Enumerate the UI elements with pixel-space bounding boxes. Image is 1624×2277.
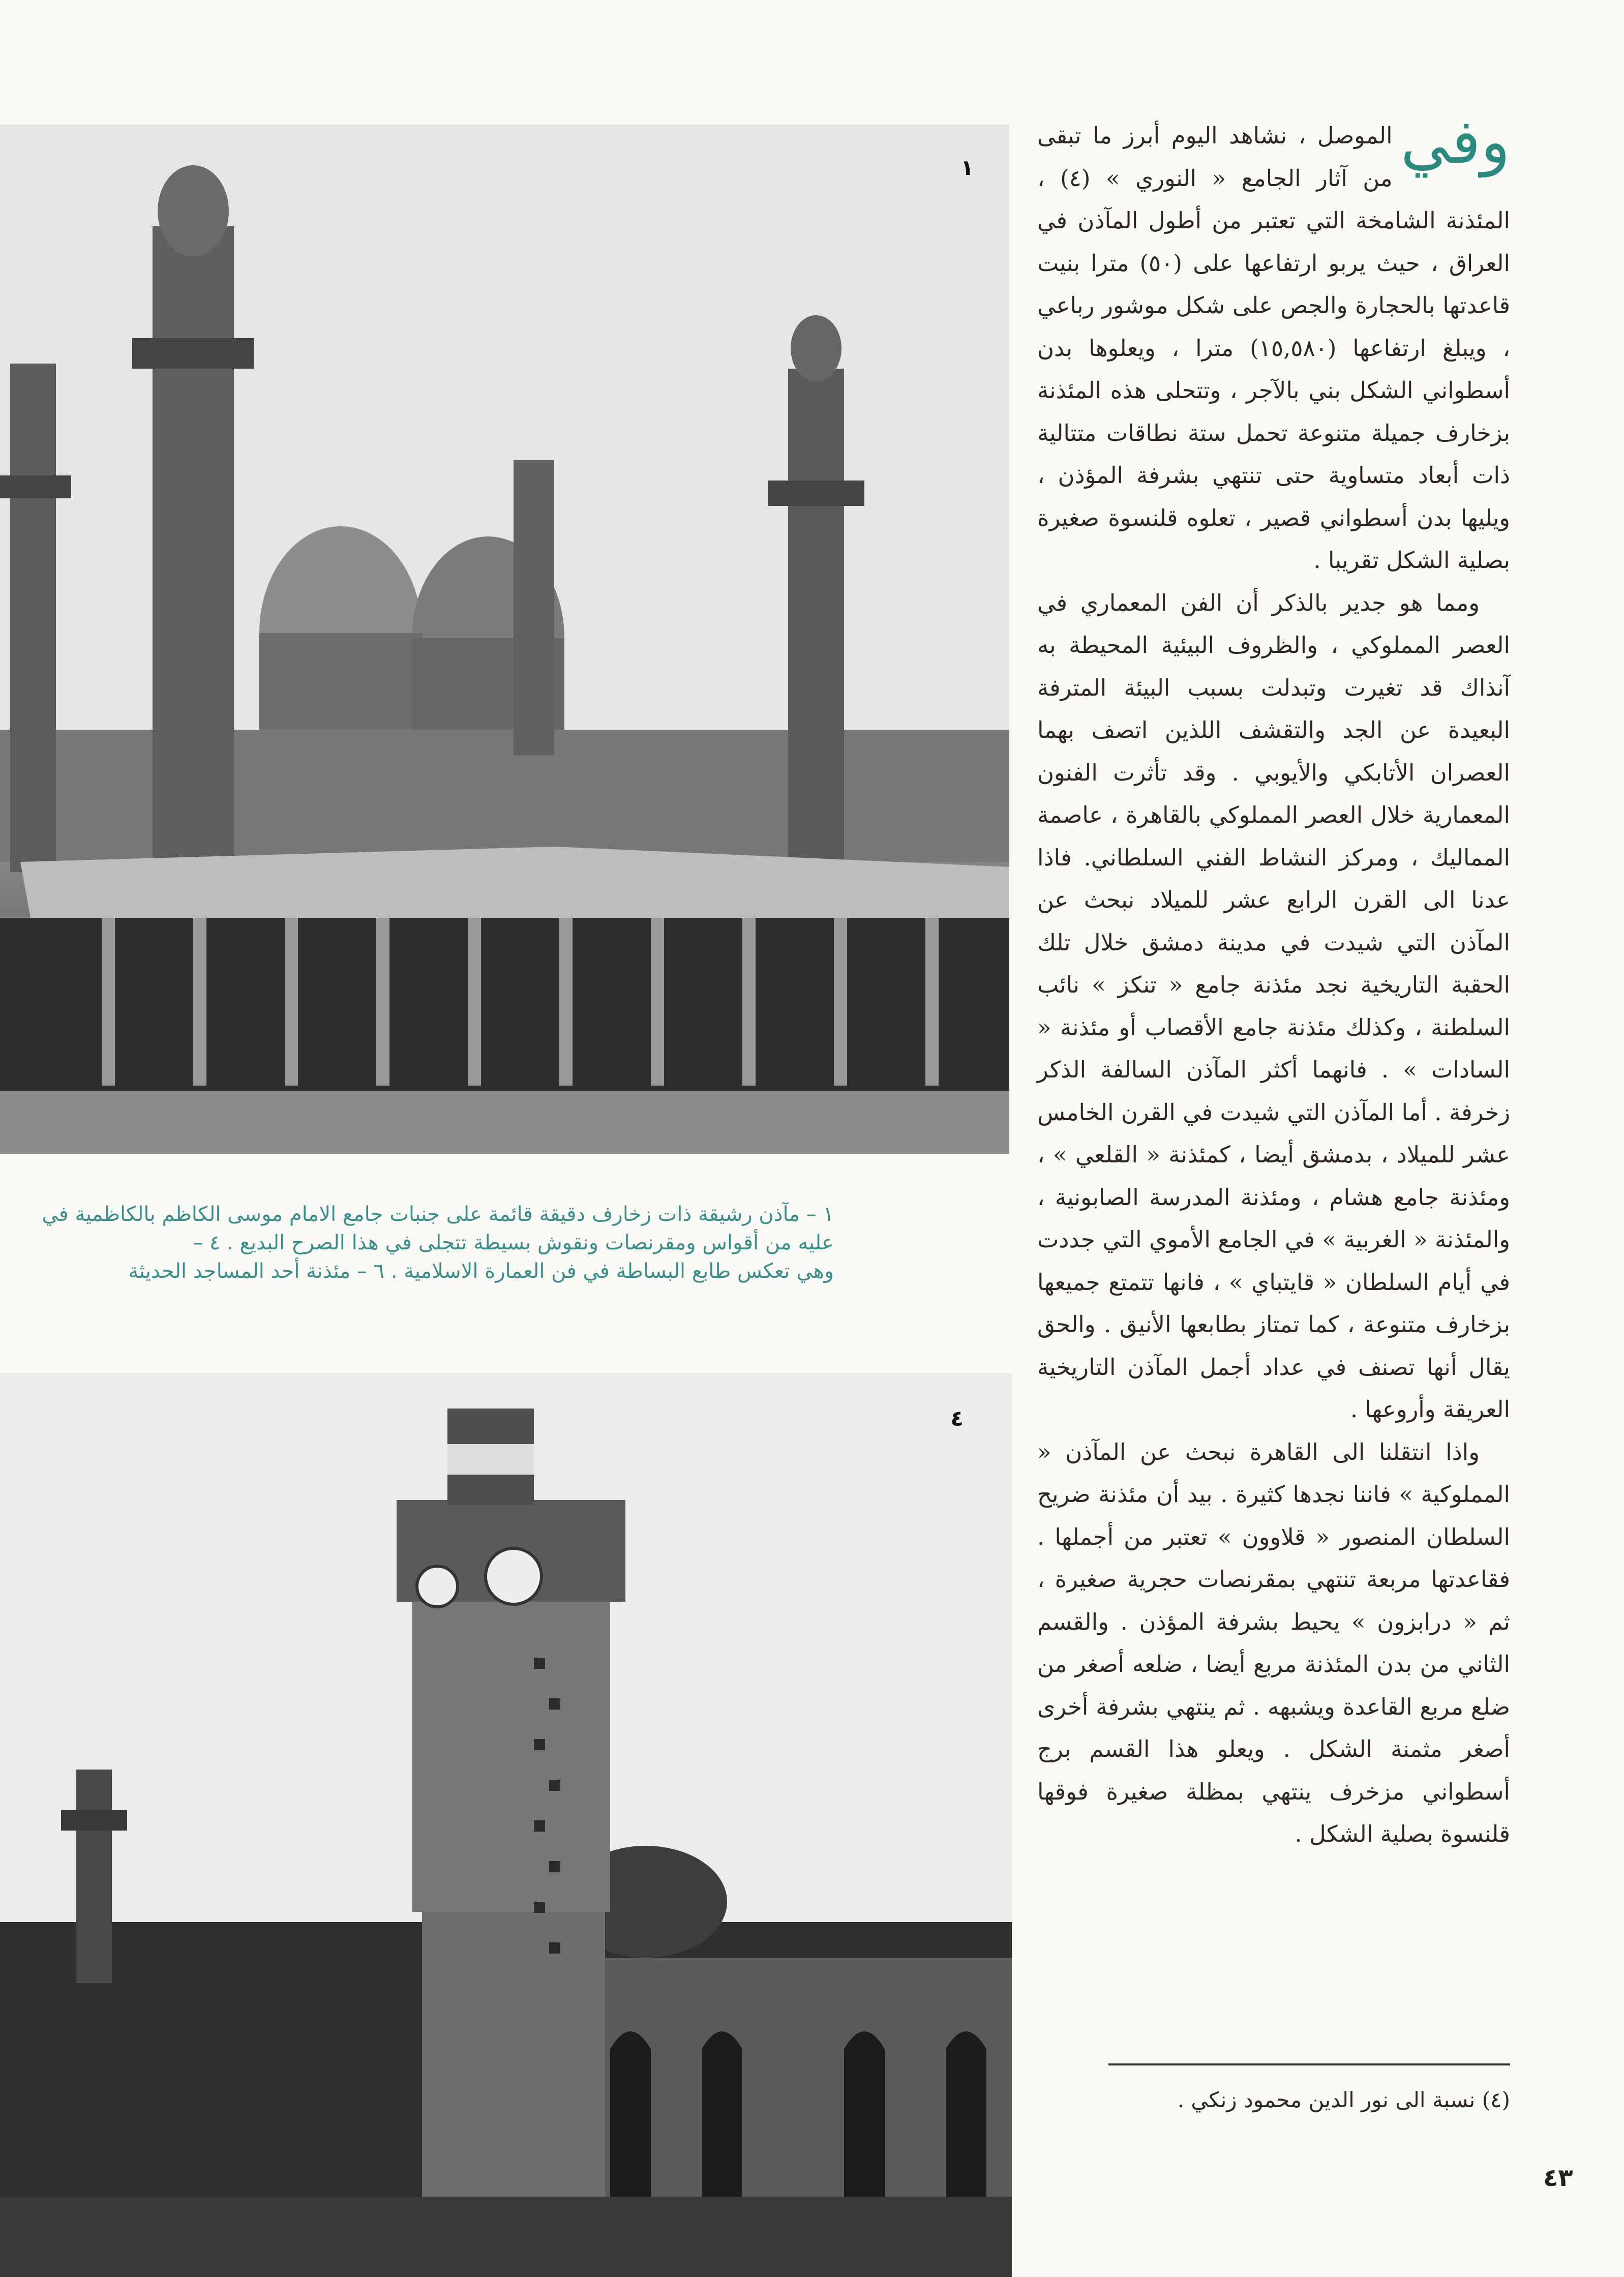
footnote: (٤) نسبة الى نور الدين محمود زنكي . bbox=[1177, 2087, 1510, 2112]
caption-line-3: وهي تعكس طابع البساطة في فن العمارة الاسلامية . ٦ – مئذنة أحد المساجد الحديثة bbox=[128, 1260, 834, 1283]
paragraph-3: واذا انتقلنا الى القاهرة نبحث عن المآذن « المملوكية » فاننا نجدها كثيرة . بيد أن مئذنة ضريح السلطان المنصور « قلاوون » تعتبر من أجملها . فقاعدتها مربعة تنتهي بمقرنصات حجرية صغيرة ، ثم « درابزون » يحيط بشرفة المؤذن . والقسم الثاني من بدن المئذنة مربع أيضا ، ضلعه أصغر من ضلع مربع القاعدة ويشبهه . ثم ينتهي بشرفة أخرى أصغر مثمنة الشكل . ويعلو هذا القسم برج أسطواني مزخرف ينتهي بمظلة صغيرة فوقها قلنسوة بصلية الشكل . bbox=[1037, 1438, 1510, 1847]
caption-line-1: ١ – مآذن رشيقة ذات زخارف دقيقة قائمة على جنبات جامع الامام موسى الكاظم بالكاظمية في bbox=[42, 1203, 834, 1226]
paragraph-1-text: الموصل ، نشاهد اليوم أبرز ما تبقى من آثار الجامع « النوري » (٤) ، المئذنة الشامخة التي تعتبر من أطول المآذن في العراق ، حيث يربو ارتفاعها على (٥٠) مترا بنيت قاعدتها بالحجارة والجص على شكل موشور رباعي ، ويبلغ ارتفاعها (١٥,٥٨٠) مترا ، ويعلوها بدن أسطواني الشكل بني بالآجر ، وتتحلى هذه المئذنة بزخارف جميلة متنوعة تحمل ستة نطاقات متتالية ذات أبعاد متساوية حتى تنتهي بشرفة المؤذن ، ويليها بدن أسطواني قصير ، تعلوه قلنسوة صغيرة بصلية الشكل تقريبا . bbox=[1037, 122, 1510, 574]
page-number: ٤٣ bbox=[1543, 2164, 1573, 2192]
photo-shrine-drawing bbox=[0, 125, 1009, 1154]
photo-caption bbox=[0, 1200, 834, 1285]
photo-number-1: ١ bbox=[960, 155, 974, 180]
footnote-divider bbox=[1108, 2063, 1510, 2065]
drop-cap: وفي bbox=[1400, 107, 1510, 177]
paragraph-2: ومما هو جدير بالذكر أن الفن المعماري في العصر المملوكي ، والظروف البيئية المحيطة به آنذاك قد تغيرت وتبدلت بسبب البيئة المترفة البعيدة عن الجد والتقشف اللذين اتصف بهما العصران الأتابكي والأيوبي . وقد تأثرت الفنون المعمارية خلال العصر المملوكي بالقاهرة ، عاصمة المماليك ، ومركز النشاط الفني السلطاني. فاذا عدنا الى القرن الرابع عشر للميلاد نبحث عن المآذن التي شيدت في مدينة دمشق خلال تلك الحقبة التاريخية نجد مئذنة جامع « تنكز » نائب السلطنة ، وكذلك مئذنة جامع الأقصاب أو مئذنة « السادات » . فانهما أكثر المآذن السالفة الذكر زخرفة . أما المآذن التي شيدت في القرن الخامس عشر للميلاد ، بدمشق أيضا ، كمئذنة « القلعي » ، ومئذنة جامع هشام ، ومئذنة المدرسة الصابونية ، والمئذنة « الغربية » في الجامع الأموي التي جددت في أيام السلطان « قايتباي » ، فانها تتمتع جميعها بزخارف متنوعة ، كما تمتاز بطابعها الأنيق . والحق يقال أنها تصنف في عداد أجمل المآذن التاريخية العريقة وأروعها . bbox=[1037, 589, 1510, 1423]
photo-number-4: ٤ bbox=[950, 1406, 964, 1431]
paragraph-1 bbox=[1037, 107, 1510, 582]
photo-shrine-minarets bbox=[0, 125, 1009, 1154]
caption-line-2: عليه من أقواس ومقرنصات ونقوش بسيطة تتجلى في هذا الصرح البديع . ٤ – bbox=[193, 1231, 834, 1254]
photo-clock-tower-drawing bbox=[0, 1373, 1012, 2277]
article-body bbox=[1037, 107, 1510, 1855]
photo-clock-tower bbox=[0, 1373, 1012, 2277]
